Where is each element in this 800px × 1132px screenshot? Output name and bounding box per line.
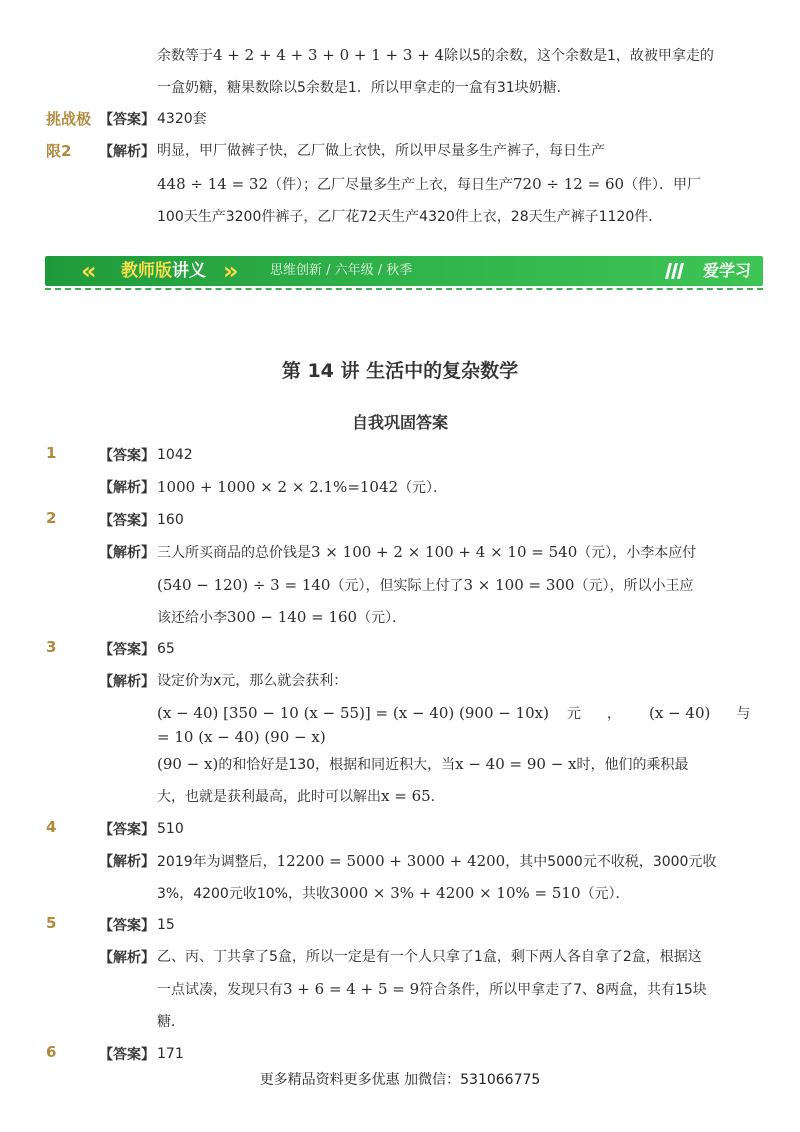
q2-analysis-line-1: 三人所买商品的总价钱是3 × 100 + 2 × 100 + 4 × 10 = 540（元），小李本应付 [157, 543, 697, 561]
challenge-label: 挑战极 [46, 110, 92, 128]
challenge-answer: 4320套 [157, 111, 207, 127]
answer-tag: 【答案】 [99, 448, 155, 464]
q1-answer: 1042 [157, 447, 193, 463]
challenge-label-2: 限2 [46, 142, 72, 160]
analysis-tag: 【解析】 [99, 674, 155, 690]
q3-analysis-line-5: 大，也就是获利最高，此时可以解出x = 65． [157, 787, 445, 805]
q5-analysis-line-2: 一点试凑，发现只有3 + 6 = 4 + 5 = 9符合条件，所以甲拿走了7、8两盒，共有15块 [157, 980, 707, 998]
q2-analysis-line-3: 该还给小李300 − 140 = 160（元）． [157, 608, 407, 626]
answer-tag: 【答案】 [99, 1047, 155, 1063]
banner-dashed-line [45, 288, 763, 290]
q2-analysis-line-2: (540 − 120) ÷ 3 = 140（元），但实际上付了3 × 100 = 300（元），所以小王应 [157, 576, 694, 594]
banner-breadcrumb: 思维创新 / 六年级 / 秋季 [270, 263, 413, 278]
analysis-tag: 【解析】 [99, 480, 155, 496]
challenge-analysis-line-3: 100天生产3200件裤子，乙厂花72天生产4320件上衣，28天生产裤子1120件． [157, 209, 663, 225]
answer-tag: 【答案】 [99, 822, 155, 838]
q2-answer: 160 [157, 512, 184, 528]
challenge-analysis-line-2: 448 ÷ 14 = 32（件）；乙厂尽量多生产上衣，每日生产720 ÷ 12 = 60（件）．甲厂 [157, 175, 702, 193]
q5-answer: 15 [157, 917, 175, 933]
question-number: 6 [46, 1043, 57, 1061]
answer-tag: 【答案】 [99, 642, 155, 658]
analysis-tag: 【解析】 [99, 144, 155, 160]
q4-analysis-line-2: 3%，4200元收10%，共收3000 × 3% + 4200 × 10% = 510（元）． [157, 884, 630, 902]
q1-analysis: 1000 + 1000 × 2 × 2.1%=1042（元）． [157, 478, 448, 496]
answer-tag: 【答案】 [99, 918, 155, 934]
analysis-tag: 【解析】 [99, 854, 155, 870]
analysis-tag: 【解析】 [99, 545, 155, 561]
answer-tag: 【答案】 [99, 112, 155, 128]
chevron-right-icon: » [223, 257, 235, 285]
banner-title: 教师版讲义 [121, 261, 206, 281]
lecture-banner [45, 256, 763, 290]
q3-analysis-line-3: = 10 (x − 40) (90 − x) [157, 728, 326, 746]
section-title: 自我巩固答案 [351, 413, 448, 432]
question-number: 3 [46, 638, 57, 656]
top-line-1: 余数等于4 + 2 + 4 + 3 + 0 + 1 + 3 + 4除以5的余数，这个余数是1，故被甲拿走的 [157, 46, 714, 64]
q3-analysis-line-1: 设定价为x元，那么就会获利： [157, 673, 348, 689]
question-number: 2 [46, 509, 57, 527]
answer-tag: 【答案】 [99, 513, 155, 529]
q4-analysis-line-1: 2019年为调整后，12200 = 5000 + 3000 + 4200，其中5000元不收税，3000元收 [157, 852, 717, 870]
q3-answer: 65 [157, 641, 175, 657]
question-number: 1 [46, 444, 57, 462]
question-number: 4 [46, 818, 57, 836]
chevron-left-icon: « [81, 257, 93, 285]
q5-analysis-line-1: 乙、丙、丁共拿了5盒，所以一定是有一个人只拿了1盒，剩下两人各自拿了2盒，根据这 [157, 949, 702, 965]
banner-logo-text: 爱学习 [702, 261, 751, 280]
q6-answer: 171 [157, 1046, 184, 1062]
top-line-2: 一盒奶糖，糖果数除以5余数是1．所以甲拿走的一盒有31块奶糖． [157, 80, 571, 96]
q4-answer: 510 [157, 821, 184, 837]
q3-analysis-line-4: (90 − x)的和恰好是130，根据和同近积大，当x − 40 = 90 − x时，他们的乘积最 [157, 755, 689, 773]
q3-analysis-line-2: (x − 40) [350 − 10 (x − 55)] = (x − 40) (900 − 10x) 元 ， (x − 40) 与 [157, 704, 751, 722]
challenge-analysis-line-1: 明显，甲厂做裤子快，乙厂做上衣快，所以甲尽量多生产裤子，每日生产 [157, 143, 605, 159]
footer-promo: 更多精品资料更多优惠 加微信：531066775 [259, 1072, 541, 1088]
analysis-tag: 【解析】 [99, 950, 155, 966]
q5-analysis-line-3: 糖． [157, 1014, 185, 1030]
lecture-title: 第 14 讲 生活中的复杂数学 [281, 360, 519, 382]
question-number: 5 [46, 914, 57, 932]
logo-mark-icon [663, 261, 685, 281]
